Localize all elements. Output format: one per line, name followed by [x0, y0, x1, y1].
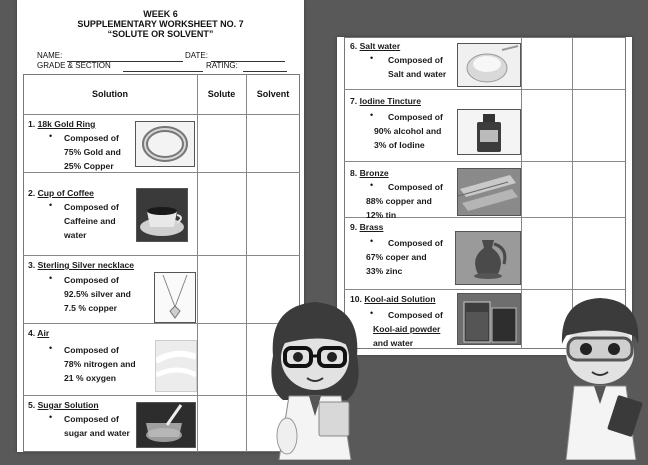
item-7-desc: Composed of 90% alcohol and 3% of Iodine	[374, 112, 443, 150]
bullet: •	[49, 200, 53, 210]
name-label: NAME:	[37, 51, 63, 60]
girl-scientist-illustration	[255, 296, 375, 460]
grade-section-field[interactable]	[123, 71, 203, 72]
bullet: •	[370, 110, 374, 120]
coffee-cup-image	[136, 188, 188, 242]
item-4-title: 4. Air	[28, 328, 50, 338]
item-5-desc: Composed of sugar and water	[64, 414, 130, 438]
item-1-desc: Composed of 75% Gold and 25% Copper	[64, 133, 121, 171]
bullet: •	[49, 343, 53, 353]
salt-water-image	[457, 43, 521, 87]
item-3-desc: Composed of 92.5% silver and 7.5 % copper	[64, 275, 131, 313]
bullet: •	[49, 131, 53, 141]
bullet: •	[49, 412, 53, 422]
item-10-title: 10. Kool-aid Solution	[350, 294, 436, 304]
date-label: DATE:	[185, 51, 208, 60]
item-8-desc: Composed of 88% copper and 12% tin	[366, 182, 443, 220]
grade-section-label: GRADE & SECTION	[37, 61, 111, 70]
item-9-title: 9. Brass	[350, 222, 384, 232]
item-6-title: 6. Salt water	[350, 41, 401, 51]
gold-ring-image	[135, 121, 195, 167]
item-2-title: 2. Cup of Coffee	[28, 188, 94, 198]
air-image	[155, 340, 197, 392]
bullet: •	[370, 236, 374, 246]
col-header-solute: Solute	[207, 89, 236, 99]
item-6-desc: Composed of Salt and water	[388, 55, 447, 79]
item-8-title: 8. Bronze	[350, 168, 389, 178]
item-9-desc: Composed of 67% coper and 33% zinc	[366, 238, 443, 276]
iodine-tincture-image	[457, 109, 521, 155]
worksheet-title: SUPPLEMENTARY WORKSHEET NO. 7	[77, 19, 244, 29]
silver-necklace-image	[154, 272, 196, 323]
col-header-solvent: Solvent	[256, 89, 290, 99]
bullet: •	[370, 180, 374, 190]
brass-jug-image	[455, 231, 521, 285]
sugar-solution-image	[136, 402, 196, 448]
bullet: •	[49, 273, 53, 283]
boy-scientist-illustration	[552, 296, 648, 460]
bullet: •	[370, 308, 374, 318]
worksheet-subtitle: “SOLUTE OR SOLVENT”	[107, 29, 214, 39]
item-5-title: 5. Sugar Solution	[28, 400, 99, 410]
col-header-solution: Solution	[92, 89, 128, 99]
item-10-desc: Composed of Kool-aid powder and water	[373, 310, 443, 348]
item-3-title: 3. Sterling Silver necklace	[28, 260, 135, 270]
kool-aid-image	[457, 293, 521, 345]
week-label: WEEK 6	[143, 9, 178, 19]
item-7-title: 7. Iodine Tincture	[350, 96, 421, 106]
bullet: •	[370, 53, 374, 63]
item-4-desc: Composed of 78% nitrogen and 21 % oxygen	[64, 345, 136, 383]
rating-label: RATING:	[206, 61, 238, 70]
bronze-image	[457, 168, 521, 216]
rating-field[interactable]	[243, 71, 287, 72]
item-2-desc: Composed of Caffeine and water	[64, 202, 119, 240]
item-1-title: 1. 18k Gold Ring	[28, 119, 96, 129]
